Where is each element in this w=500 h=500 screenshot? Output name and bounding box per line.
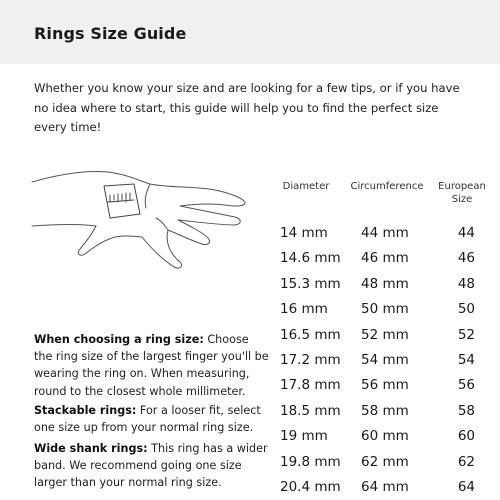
- tip-text: For a looser fit, select one size up from your normal ring size.: [34, 404, 261, 435]
- table-row: [270, 347, 500, 373]
- table-row: [270, 449, 500, 475]
- table-row: [270, 372, 500, 398]
- cell-diameter: 18.5 mm: [280, 402, 341, 419]
- cell-circumference: 48 mm: [361, 275, 409, 292]
- tip-text: Choose the ring size of the largest finger you'll be wearing the ring on. When measuring, round to the closest whole millimeter.: [34, 333, 269, 398]
- cell-european-size: 64: [457, 479, 475, 495]
- tip-heading: Wide shank rings:: [34, 442, 148, 455]
- cell-circumference: 56 mm: [361, 377, 409, 394]
- table-row: [270, 322, 500, 348]
- cell-diameter: 14.6 mm: [280, 250, 341, 267]
- tip-text: This ring has a wider band. We recommend going one size larger than your normal ring size.: [34, 442, 268, 490]
- hand-with-ring-measure-icon: [30, 162, 260, 272]
- cell-european-size: 44: [457, 225, 475, 241]
- cell-diameter: 14 mm: [280, 225, 328, 241]
- cell-circumference: 46 mm: [361, 250, 409, 267]
- column-header-diameter: Diameter: [282, 181, 330, 192]
- cell-european-size: 62: [457, 453, 475, 470]
- tip-choosing-size: [34, 331, 269, 400]
- tip-heading: When choosing a ring size:: [34, 333, 204, 346]
- table-row: [270, 220, 500, 246]
- cell-diameter: 19 mm: [280, 428, 328, 445]
- cell-diameter: 17.8 mm: [280, 377, 341, 394]
- cell-european-size: 58: [457, 402, 475, 419]
- column-header-circumference: Circumference: [350, 181, 424, 192]
- cell-circumference: 60 mm: [361, 428, 409, 445]
- cell-european-size: 48: [457, 275, 475, 292]
- tip-heading: Stackable rings:: [34, 404, 137, 417]
- cell-circumference: 52 mm: [361, 326, 409, 343]
- intro-text: Whether you know your size and are looking for a few tips, or if you have no idea where to start, this guide will help you to find the perfect size every time!: [34, 81, 460, 134]
- page-header: [0, 0, 500, 64]
- cell-european-size: 60: [457, 428, 475, 445]
- cell-circumference: 50 mm: [361, 301, 409, 318]
- column-header-european-size: European Size: [438, 181, 486, 205]
- cell-diameter: 15.3 mm: [280, 275, 341, 292]
- page-title: Rings Size Guide: [34, 24, 187, 43]
- tip-wide-shank-rings: [34, 440, 269, 492]
- cell-diameter: 17.2 mm: [280, 352, 341, 368]
- cell-circumference: 58 mm: [361, 402, 409, 419]
- cell-diameter: 16.5 mm: [280, 326, 341, 343]
- table-row: [270, 296, 500, 322]
- cell-european-size: 50: [457, 301, 475, 318]
- cell-european-size: 56: [457, 377, 475, 394]
- table-row: [270, 398, 500, 424]
- table-row: [270, 423, 500, 449]
- tip-stackable-rings: [34, 402, 269, 436]
- table-row: [270, 271, 500, 297]
- cell-european-size: 52: [457, 326, 475, 343]
- cell-circumference: 62 mm: [361, 453, 409, 470]
- cell-diameter: 19.8 mm: [280, 453, 341, 470]
- cell-diameter: 20.4 mm: [280, 479, 341, 495]
- cell-diameter: 16 mm: [280, 301, 328, 318]
- cell-european-size: 54: [457, 352, 475, 368]
- table-row: [270, 245, 500, 271]
- cell-european-size: 46: [457, 250, 475, 267]
- table-row: [270, 474, 500, 500]
- cell-circumference: 54 mm: [361, 352, 409, 368]
- cell-circumference: 64 mm: [361, 479, 409, 495]
- cell-circumference: 44 mm: [361, 225, 409, 241]
